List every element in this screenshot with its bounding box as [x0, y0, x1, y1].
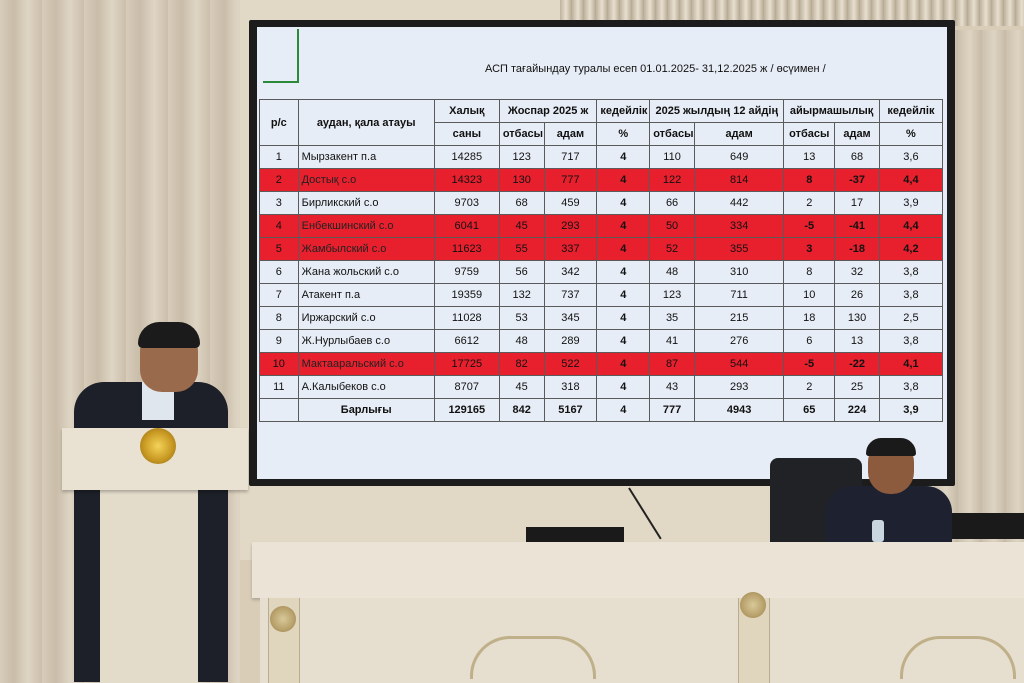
district-name-cell: Ж.Нурлыбаев с.о: [298, 330, 434, 353]
table-cell: 55: [499, 238, 544, 261]
table-cell: 3: [784, 238, 835, 261]
podium-stand: [100, 490, 198, 683]
table-cell: 8: [784, 261, 835, 284]
slide-corner-mark: [263, 29, 299, 83]
district-name-cell: Жамбылский с.о: [298, 238, 434, 261]
table-cell: 68: [835, 146, 880, 169]
table-cell: 2,5: [879, 307, 942, 330]
table-cell: 4: [597, 261, 650, 284]
header-cell: Жоспар 2025 ж: [499, 100, 597, 123]
table-cell: 4,2: [879, 238, 942, 261]
table-cell: 442: [694, 192, 783, 215]
table-cell: 337: [544, 238, 597, 261]
table-cell: 87: [650, 353, 695, 376]
seated-official-hair: [866, 438, 916, 456]
table-cell: -5: [784, 215, 835, 238]
table-row: [260, 307, 943, 330]
table-cell: 649: [694, 146, 783, 169]
table-row: [260, 215, 943, 238]
table-cell: 6612: [434, 330, 499, 353]
table-cell: 14285: [434, 146, 499, 169]
district-name-cell: Атакент п.а: [298, 284, 434, 307]
table-cell: 9703: [434, 192, 499, 215]
table-cell: 4: [597, 146, 650, 169]
desk-carving-right: [900, 636, 1016, 679]
table-cell: 7: [260, 284, 299, 307]
district-name-cell: Иржарский с.о: [298, 307, 434, 330]
total-cell: 5167: [544, 399, 597, 422]
total-cell: 842: [499, 399, 544, 422]
table-row: [260, 376, 943, 399]
table-cell: 14323: [434, 169, 499, 192]
table-cell: 3,9: [879, 192, 942, 215]
table-cell: 711: [694, 284, 783, 307]
presidium-desk-top: [252, 542, 1024, 598]
header-cell: отбасы: [499, 123, 544, 146]
table-cell: 737: [544, 284, 597, 307]
header-cell: р/с: [260, 100, 299, 146]
table-cell: 814: [694, 169, 783, 192]
table-cell: 41: [650, 330, 695, 353]
table-cell: 68: [499, 192, 544, 215]
header-cell: отбасы: [784, 123, 835, 146]
total-cell: 129165: [434, 399, 499, 422]
table-cell: 459: [544, 192, 597, 215]
table-cell: 4: [597, 330, 650, 353]
table-cell: 13: [784, 146, 835, 169]
header-cell: %: [879, 123, 942, 146]
table-cell: 3,8: [879, 261, 942, 284]
header-cell: 2025 жылдың 12 айдің: [650, 100, 784, 123]
table-row: [260, 330, 943, 353]
table-row: [260, 238, 943, 261]
district-name-cell: Достық с.о: [298, 169, 434, 192]
header-cell: аудан, қала атауы: [298, 100, 434, 146]
pillar-ornament-left: [270, 606, 296, 632]
table-cell: 66: [650, 192, 695, 215]
table-cell: 355: [694, 238, 783, 261]
header-cell: Халық: [434, 100, 499, 123]
table-cell: 4: [597, 192, 650, 215]
table-cell: 6: [784, 330, 835, 353]
table-row: [260, 192, 943, 215]
table-cell: 3,8: [879, 284, 942, 307]
table-cell: 132: [499, 284, 544, 307]
district-name-cell: Енбекшинский с.о: [298, 215, 434, 238]
table-cell: 276: [694, 330, 783, 353]
header-cell: адам: [835, 123, 880, 146]
table-cell: 4: [260, 215, 299, 238]
table-cell: -37: [835, 169, 880, 192]
table-cell: 123: [650, 284, 695, 307]
table-cell: 4: [597, 238, 650, 261]
table-cell: 215: [694, 307, 783, 330]
table-cell: 45: [499, 215, 544, 238]
table-cell: 43: [650, 376, 695, 399]
table-cell: 345: [544, 307, 597, 330]
table-cell: 17725: [434, 353, 499, 376]
header-cell: отбасы: [650, 123, 695, 146]
table-cell: 123: [499, 146, 544, 169]
table-cell: 48: [499, 330, 544, 353]
slide-title: АСП тағайындау туралы есеп 01.01.2025- 31,12.2025 ж / өсүимен /: [485, 63, 826, 75]
table-cell: 18: [784, 307, 835, 330]
state-emblem-icon: [140, 428, 176, 464]
table-cell: 2: [784, 192, 835, 215]
header-cell: %: [597, 123, 650, 146]
table-row: [260, 284, 943, 307]
table-row: [260, 169, 943, 192]
total-cell: 777: [650, 399, 695, 422]
table-cell: 4,1: [879, 353, 942, 376]
table-cell: 4: [597, 215, 650, 238]
total-cell: 65: [784, 399, 835, 422]
seated-official-figure: [826, 486, 952, 544]
table-cell: 9759: [434, 261, 499, 284]
table-cell: 32: [835, 261, 880, 284]
table-cell: -22: [835, 353, 880, 376]
table-cell: 522: [544, 353, 597, 376]
table-cell: 56: [499, 261, 544, 284]
table-cell: 4,4: [879, 169, 942, 192]
table-cell: 9: [260, 330, 299, 353]
table-row: [260, 146, 943, 169]
presentation-slide: [257, 27, 947, 479]
total-cell: Барлығы: [298, 399, 434, 422]
desk-monitor-right: [952, 513, 1024, 539]
table-cell: 25: [835, 376, 880, 399]
table-cell: 3,8: [879, 330, 942, 353]
header-cell: адам: [544, 123, 597, 146]
table-cell: -5: [784, 353, 835, 376]
water-bottle: [872, 520, 884, 542]
table-cell: 342: [544, 261, 597, 284]
table-cell: 45: [499, 376, 544, 399]
desk-carving-center: [470, 636, 596, 679]
total-cell: 4: [597, 399, 650, 422]
table-cell: 48: [650, 261, 695, 284]
total-cell: 3,9: [879, 399, 942, 422]
table-cell: 10: [784, 284, 835, 307]
table-cell: 52: [650, 238, 695, 261]
header-cell: кедейлік: [879, 100, 942, 123]
header-cell: адам: [694, 123, 783, 146]
table-cell: 5: [260, 238, 299, 261]
table-cell: 544: [694, 353, 783, 376]
table-cell: 4: [597, 307, 650, 330]
table-cell: 130: [499, 169, 544, 192]
table-cell: 310: [694, 261, 783, 284]
table-cell: 3: [260, 192, 299, 215]
table-cell: -18: [835, 238, 880, 261]
table-cell: 2: [784, 376, 835, 399]
table-cell: 1: [260, 146, 299, 169]
table-cell: 17: [835, 192, 880, 215]
table-cell: 3,8: [879, 376, 942, 399]
table-header-row: [260, 100, 943, 123]
total-cell: 4943: [694, 399, 783, 422]
table-cell: 8707: [434, 376, 499, 399]
table-cell: 4,4: [879, 215, 942, 238]
table-cell: 11028: [434, 307, 499, 330]
table-cell: 334: [694, 215, 783, 238]
header-cell: саны: [434, 123, 499, 146]
table-cell: 6: [260, 261, 299, 284]
table-cell: 4: [597, 169, 650, 192]
district-name-cell: Мырзакент п.а: [298, 146, 434, 169]
total-cell: [260, 399, 299, 422]
district-name-cell: Мактааральский с.о: [298, 353, 434, 376]
report-table: [259, 99, 943, 422]
table-cell: 289: [544, 330, 597, 353]
table-cell: 82: [499, 353, 544, 376]
total-cell: 224: [835, 399, 880, 422]
table-cell: 122: [650, 169, 695, 192]
table-cell: 13: [835, 330, 880, 353]
table-cell: 4: [597, 376, 650, 399]
district-name-cell: А.Калыбеков с.о: [298, 376, 434, 399]
table-cell: 3,6: [879, 146, 942, 169]
table-cell: 8: [260, 307, 299, 330]
table-cell: 10: [260, 353, 299, 376]
table-cell: 293: [694, 376, 783, 399]
pillar-ornament-right: [740, 592, 766, 618]
table-row: [260, 353, 943, 376]
table-cell: 6041: [434, 215, 499, 238]
table-cell: 293: [544, 215, 597, 238]
table-cell: 318: [544, 376, 597, 399]
table-cell: 11: [260, 376, 299, 399]
table-cell: 717: [544, 146, 597, 169]
table-cell: 11623: [434, 238, 499, 261]
table-cell: 4: [597, 353, 650, 376]
table-cell: 50: [650, 215, 695, 238]
total-row: [260, 399, 943, 422]
table-cell: 777: [544, 169, 597, 192]
table-cell: 53: [499, 307, 544, 330]
table-cell: 110: [650, 146, 695, 169]
header-cell: кедейлік: [597, 100, 650, 123]
district-name-cell: Жана жольский с.о: [298, 261, 434, 284]
district-name-cell: Бирликский с.о: [298, 192, 434, 215]
speaker-hair: [138, 322, 200, 348]
table-cell: -41: [835, 215, 880, 238]
table-cell: 19359: [434, 284, 499, 307]
table-row: [260, 261, 943, 284]
table-cell: 4: [597, 284, 650, 307]
table-cell: 26: [835, 284, 880, 307]
table-cell: 2: [260, 169, 299, 192]
table-cell: 130: [835, 307, 880, 330]
header-cell: айырмашылық: [784, 100, 880, 123]
table-cell: 35: [650, 307, 695, 330]
table-cell: 8: [784, 169, 835, 192]
